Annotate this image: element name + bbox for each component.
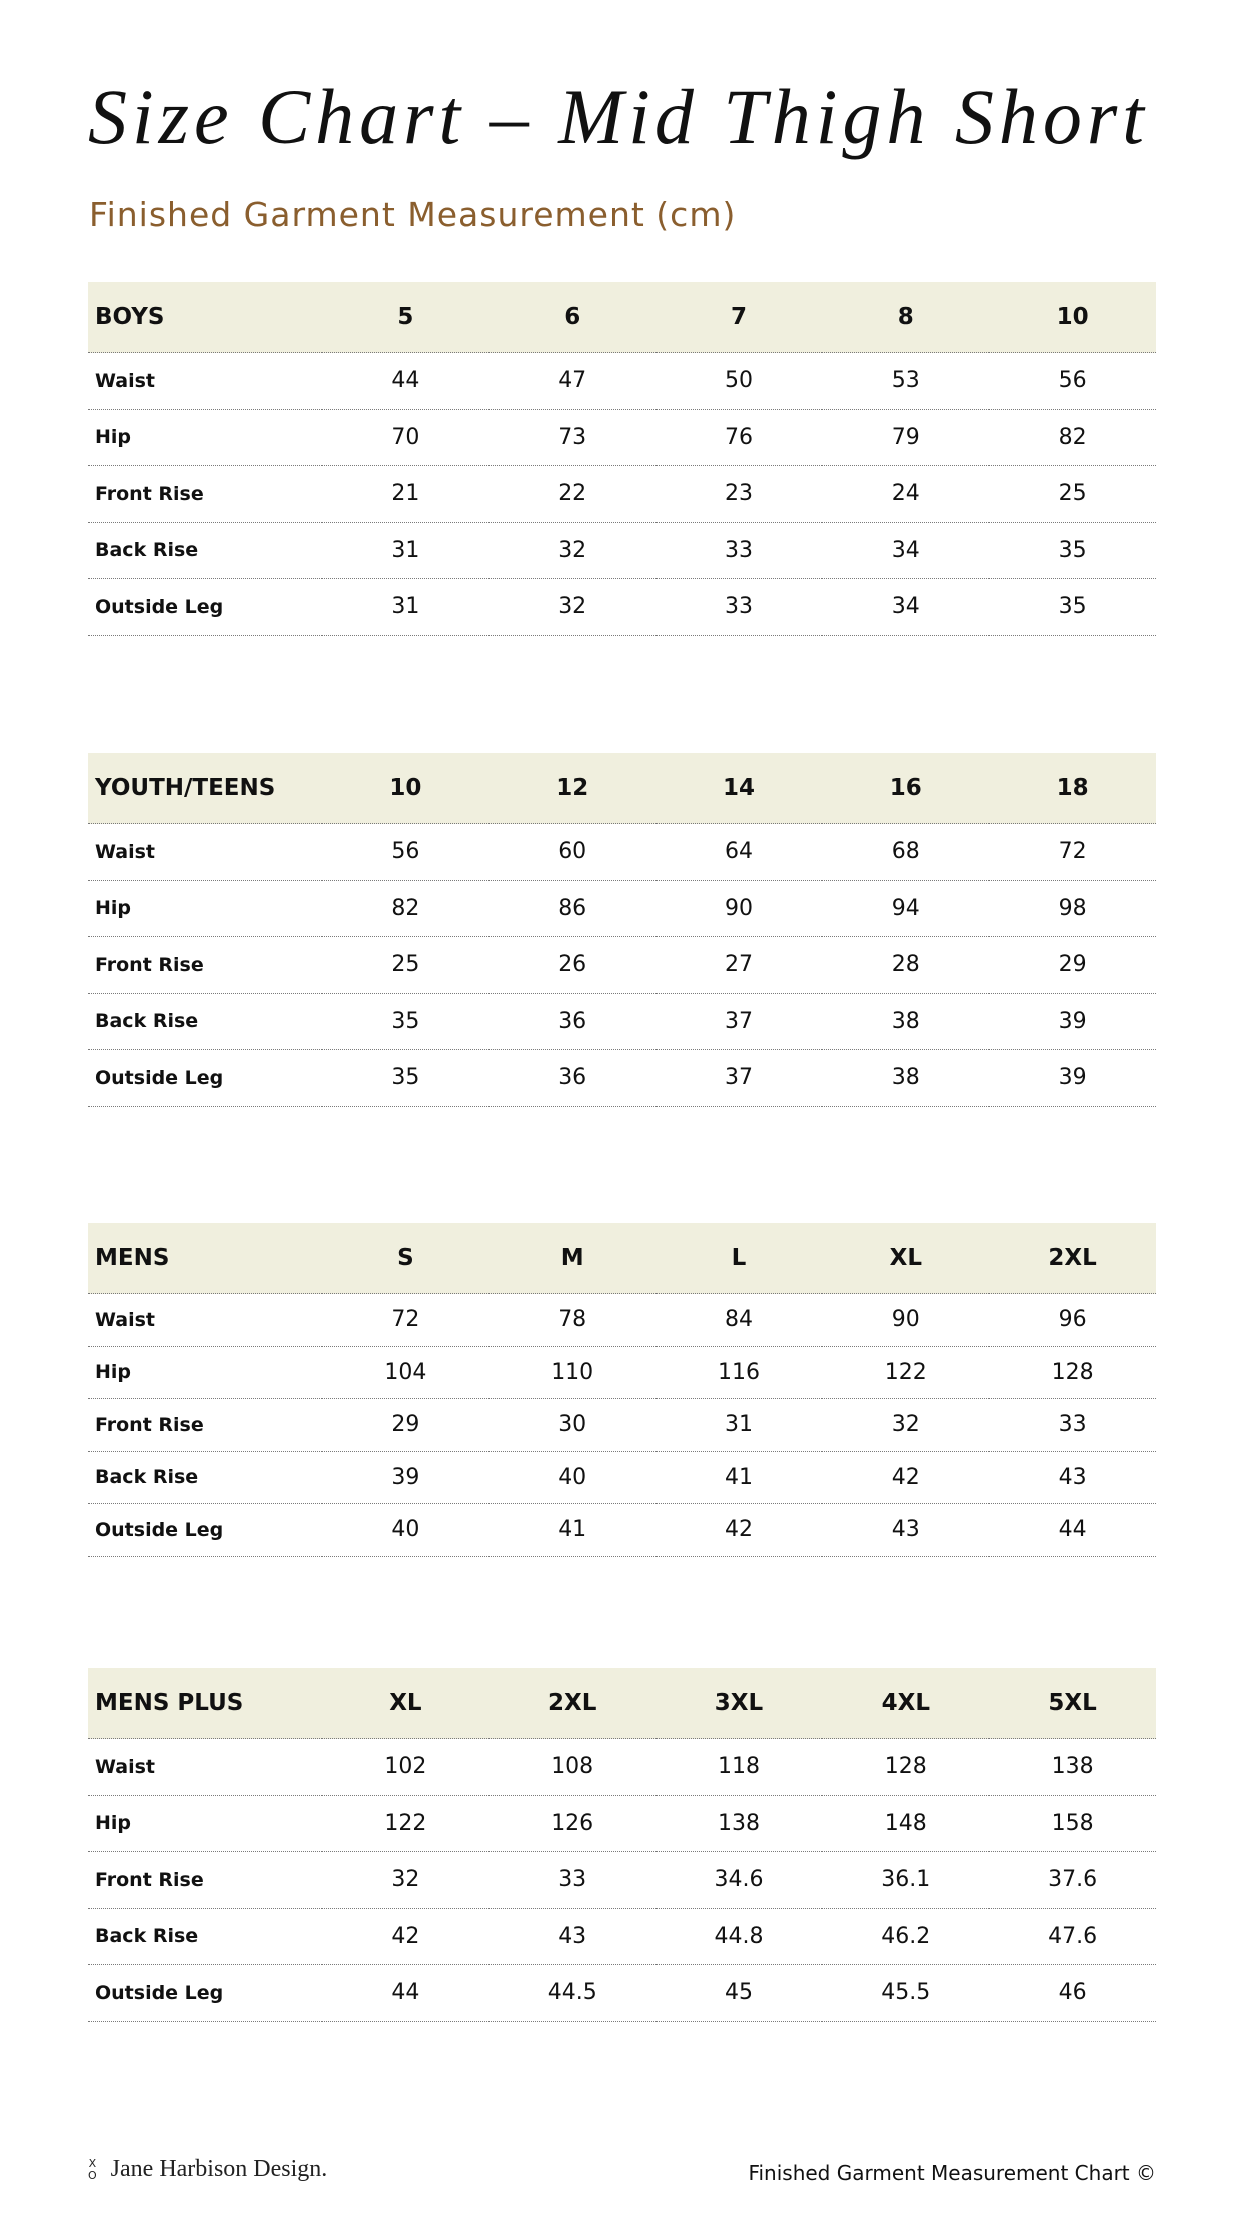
- table-cell: 43: [989, 1451, 1156, 1504]
- table-cell: 44: [322, 1965, 489, 2022]
- table-cell: 94: [822, 880, 989, 937]
- table-cell: 82: [989, 409, 1156, 466]
- table-cell: 42: [322, 1908, 489, 1965]
- table-cell: 78: [489, 1294, 656, 1347]
- table-cell: 148: [822, 1795, 989, 1852]
- table-cell: 39: [989, 993, 1156, 1050]
- table-cell: 56: [322, 824, 489, 881]
- row-label: Outside Leg: [88, 1050, 322, 1107]
- row-label: Waist: [88, 824, 322, 881]
- size-table-mens: [88, 1223, 1156, 1557]
- table-cell: 34: [822, 579, 989, 636]
- table-cell: 25: [989, 466, 1156, 523]
- table-cell: 42: [822, 1451, 989, 1504]
- brand-name: Jane Harbison Design.: [110, 2156, 328, 2182]
- table-cell: 45: [656, 1965, 823, 2022]
- table-cell: 128: [989, 1346, 1156, 1399]
- row-label: Outside Leg: [88, 1965, 322, 2022]
- row-label: Waist: [88, 1739, 322, 1796]
- table-row: [88, 937, 1156, 994]
- table-cell: 44: [989, 1504, 1156, 1557]
- table-cell: 32: [822, 1399, 989, 1452]
- size-header: 6: [489, 282, 656, 353]
- table-cell: 110: [489, 1346, 656, 1399]
- table-header-row: [88, 753, 1156, 824]
- table-cell: 31: [322, 579, 489, 636]
- table-cell: 90: [822, 1294, 989, 1347]
- table-cell: 26: [489, 937, 656, 994]
- size-table-boys: [88, 282, 1156, 636]
- row-label: Back Rise: [88, 522, 322, 579]
- table-cell: 90: [656, 880, 823, 937]
- table-cell: 28: [822, 937, 989, 994]
- table-cell: 31: [656, 1399, 823, 1452]
- table-cell: 104: [322, 1346, 489, 1399]
- table-cell: 35: [989, 579, 1156, 636]
- table-cell: 29: [322, 1399, 489, 1452]
- size-header: S: [322, 1223, 489, 1294]
- table-cell: 24: [822, 466, 989, 523]
- table-cell: 68: [822, 824, 989, 881]
- size-header: 2XL: [989, 1223, 1156, 1294]
- table-header-row: [88, 282, 1156, 353]
- table-cell: 79: [822, 409, 989, 466]
- row-label: Front Rise: [88, 937, 322, 994]
- table-cell: 36: [489, 993, 656, 1050]
- size-header: 14: [656, 753, 823, 824]
- table-cell: 39: [989, 1050, 1156, 1107]
- footer-note: Finished Garment Measurement Chart ©: [748, 2161, 1156, 2185]
- table-row: [88, 1346, 1156, 1399]
- table-row: [88, 824, 1156, 881]
- row-label: Waist: [88, 353, 322, 410]
- logo-mark-top: X: [88, 2156, 97, 2170]
- table-cell: 41: [656, 1451, 823, 1504]
- table-cell: 60: [489, 824, 656, 881]
- table-cell: 34: [822, 522, 989, 579]
- table-cell: 108: [489, 1739, 656, 1796]
- row-label: Hip: [88, 1346, 322, 1399]
- logo-mark-bottom: O: [88, 2168, 97, 2182]
- table-row: [88, 1504, 1156, 1557]
- table-row: [88, 1852, 1156, 1909]
- size-header: XL: [822, 1223, 989, 1294]
- size-header: 5XL: [989, 1668, 1156, 1739]
- table-row: [88, 1795, 1156, 1852]
- brand-logo: [88, 2156, 327, 2183]
- size-header: 16: [822, 753, 989, 824]
- group-name: YOUTH/TEENS: [88, 753, 322, 824]
- size-table-mens-plus: [88, 1668, 1156, 2022]
- size-header: 3XL: [656, 1668, 823, 1739]
- size-header: 8: [822, 282, 989, 353]
- table-cell: 72: [989, 824, 1156, 881]
- table-cell: 35: [989, 522, 1156, 579]
- table-cell: 21: [322, 466, 489, 523]
- size-table-youth-teens: [88, 753, 1156, 1107]
- page-subtitle: Finished Garment Measurement (cm): [89, 195, 737, 234]
- table-row: [88, 993, 1156, 1050]
- table-cell: 126: [489, 1795, 656, 1852]
- xo-logo-icon: [88, 2158, 97, 2182]
- table-cell: 96: [989, 1294, 1156, 1347]
- table-cell: 30: [489, 1399, 656, 1452]
- table-cell: 116: [656, 1346, 823, 1399]
- table-cell: 138: [989, 1739, 1156, 1796]
- row-label: Outside Leg: [88, 579, 322, 636]
- table-cell: 22: [489, 466, 656, 523]
- row-label: Back Rise: [88, 1908, 322, 1965]
- row-label: Front Rise: [88, 466, 322, 523]
- row-label: Hip: [88, 880, 322, 937]
- table-cell: 39: [322, 1451, 489, 1504]
- table-row: [88, 353, 1156, 410]
- table-row: [88, 522, 1156, 579]
- table-cell: 98: [989, 880, 1156, 937]
- table-cell: 32: [322, 1852, 489, 1909]
- table-cell: 128: [822, 1739, 989, 1796]
- table-cell: 64: [656, 824, 823, 881]
- table-cell: 72: [322, 1294, 489, 1347]
- group-name: BOYS: [88, 282, 322, 353]
- table-row: [88, 880, 1156, 937]
- table-cell: 122: [322, 1795, 489, 1852]
- table-cell: 73: [489, 409, 656, 466]
- row-label: Outside Leg: [88, 1504, 322, 1557]
- table-cell: 45.5: [822, 1965, 989, 2022]
- table-cell: 122: [822, 1346, 989, 1399]
- table-cell: 27: [656, 937, 823, 994]
- row-label: Back Rise: [88, 993, 322, 1050]
- size-header: 4XL: [822, 1668, 989, 1739]
- table-cell: 47.6: [989, 1908, 1156, 1965]
- table-cell: 42: [656, 1504, 823, 1557]
- table-cell: 82: [322, 880, 489, 937]
- table-cell: 29: [989, 937, 1156, 994]
- table-cell: 138: [656, 1795, 823, 1852]
- table-cell: 34.6: [656, 1852, 823, 1909]
- size-header: 2XL: [489, 1668, 656, 1739]
- row-label: Front Rise: [88, 1852, 322, 1909]
- table-row: [88, 409, 1156, 466]
- table-cell: 35: [322, 993, 489, 1050]
- table-cell: 56: [989, 353, 1156, 410]
- table-cell: 33: [989, 1399, 1156, 1452]
- row-label: Waist: [88, 1294, 322, 1347]
- table-cell: 40: [489, 1451, 656, 1504]
- size-header: 10: [989, 282, 1156, 353]
- table-cell: 50: [656, 353, 823, 410]
- table-row: [88, 1399, 1156, 1452]
- table-row: [88, 1050, 1156, 1107]
- table-cell: 118: [656, 1739, 823, 1796]
- table-row: [88, 1294, 1156, 1347]
- table-cell: 43: [822, 1504, 989, 1557]
- size-header: 18: [989, 753, 1156, 824]
- page-title: Size Chart – Mid Thigh Short: [88, 73, 1149, 160]
- table-header-row: [88, 1223, 1156, 1294]
- table-row: [88, 579, 1156, 636]
- table-cell: 44: [322, 353, 489, 410]
- table-cell: 47: [489, 353, 656, 410]
- size-header: 10: [322, 753, 489, 824]
- table-cell: 102: [322, 1739, 489, 1796]
- table-cell: 23: [656, 466, 823, 523]
- table-cell: 36: [489, 1050, 656, 1107]
- group-name: MENS PLUS: [88, 1668, 322, 1739]
- table-cell: 46.2: [822, 1908, 989, 1965]
- table-cell: 33: [656, 579, 823, 636]
- table-cell: 70: [322, 409, 489, 466]
- table-cell: 44.5: [489, 1965, 656, 2022]
- size-header: XL: [322, 1668, 489, 1739]
- table-row: [88, 466, 1156, 523]
- table-cell: 25: [322, 937, 489, 994]
- size-header: 5: [322, 282, 489, 353]
- table-cell: 32: [489, 579, 656, 636]
- table-cell: 37: [656, 1050, 823, 1107]
- row-label: Back Rise: [88, 1451, 322, 1504]
- table-cell: 38: [822, 993, 989, 1050]
- row-label: Hip: [88, 1795, 322, 1852]
- table-cell: 41: [489, 1504, 656, 1557]
- table-cell: 36.1: [822, 1852, 989, 1909]
- table-cell: 32: [489, 522, 656, 579]
- row-label: Hip: [88, 409, 322, 466]
- table-row: [88, 1908, 1156, 1965]
- group-name: MENS: [88, 1223, 322, 1294]
- size-header: M: [489, 1223, 656, 1294]
- table-cell: 31: [322, 522, 489, 579]
- table-row: [88, 1739, 1156, 1796]
- table-header-row: [88, 1668, 1156, 1739]
- table-row: [88, 1965, 1156, 2022]
- table-cell: 33: [656, 522, 823, 579]
- table-row: [88, 1451, 1156, 1504]
- size-header: L: [656, 1223, 823, 1294]
- table-cell: 33: [489, 1852, 656, 1909]
- row-label: Front Rise: [88, 1399, 322, 1452]
- table-cell: 43: [489, 1908, 656, 1965]
- table-cell: 86: [489, 880, 656, 937]
- table-cell: 84: [656, 1294, 823, 1347]
- table-cell: 76: [656, 409, 823, 466]
- table-cell: 35: [322, 1050, 489, 1107]
- size-header: 12: [489, 753, 656, 824]
- table-cell: 46: [989, 1965, 1156, 2022]
- table-cell: 158: [989, 1795, 1156, 1852]
- table-cell: 44.8: [656, 1908, 823, 1965]
- table-cell: 37: [656, 993, 823, 1050]
- table-cell: 53: [822, 353, 989, 410]
- table-cell: 40: [322, 1504, 489, 1557]
- size-header: 7: [656, 282, 823, 353]
- table-cell: 38: [822, 1050, 989, 1107]
- table-cell: 37.6: [989, 1852, 1156, 1909]
